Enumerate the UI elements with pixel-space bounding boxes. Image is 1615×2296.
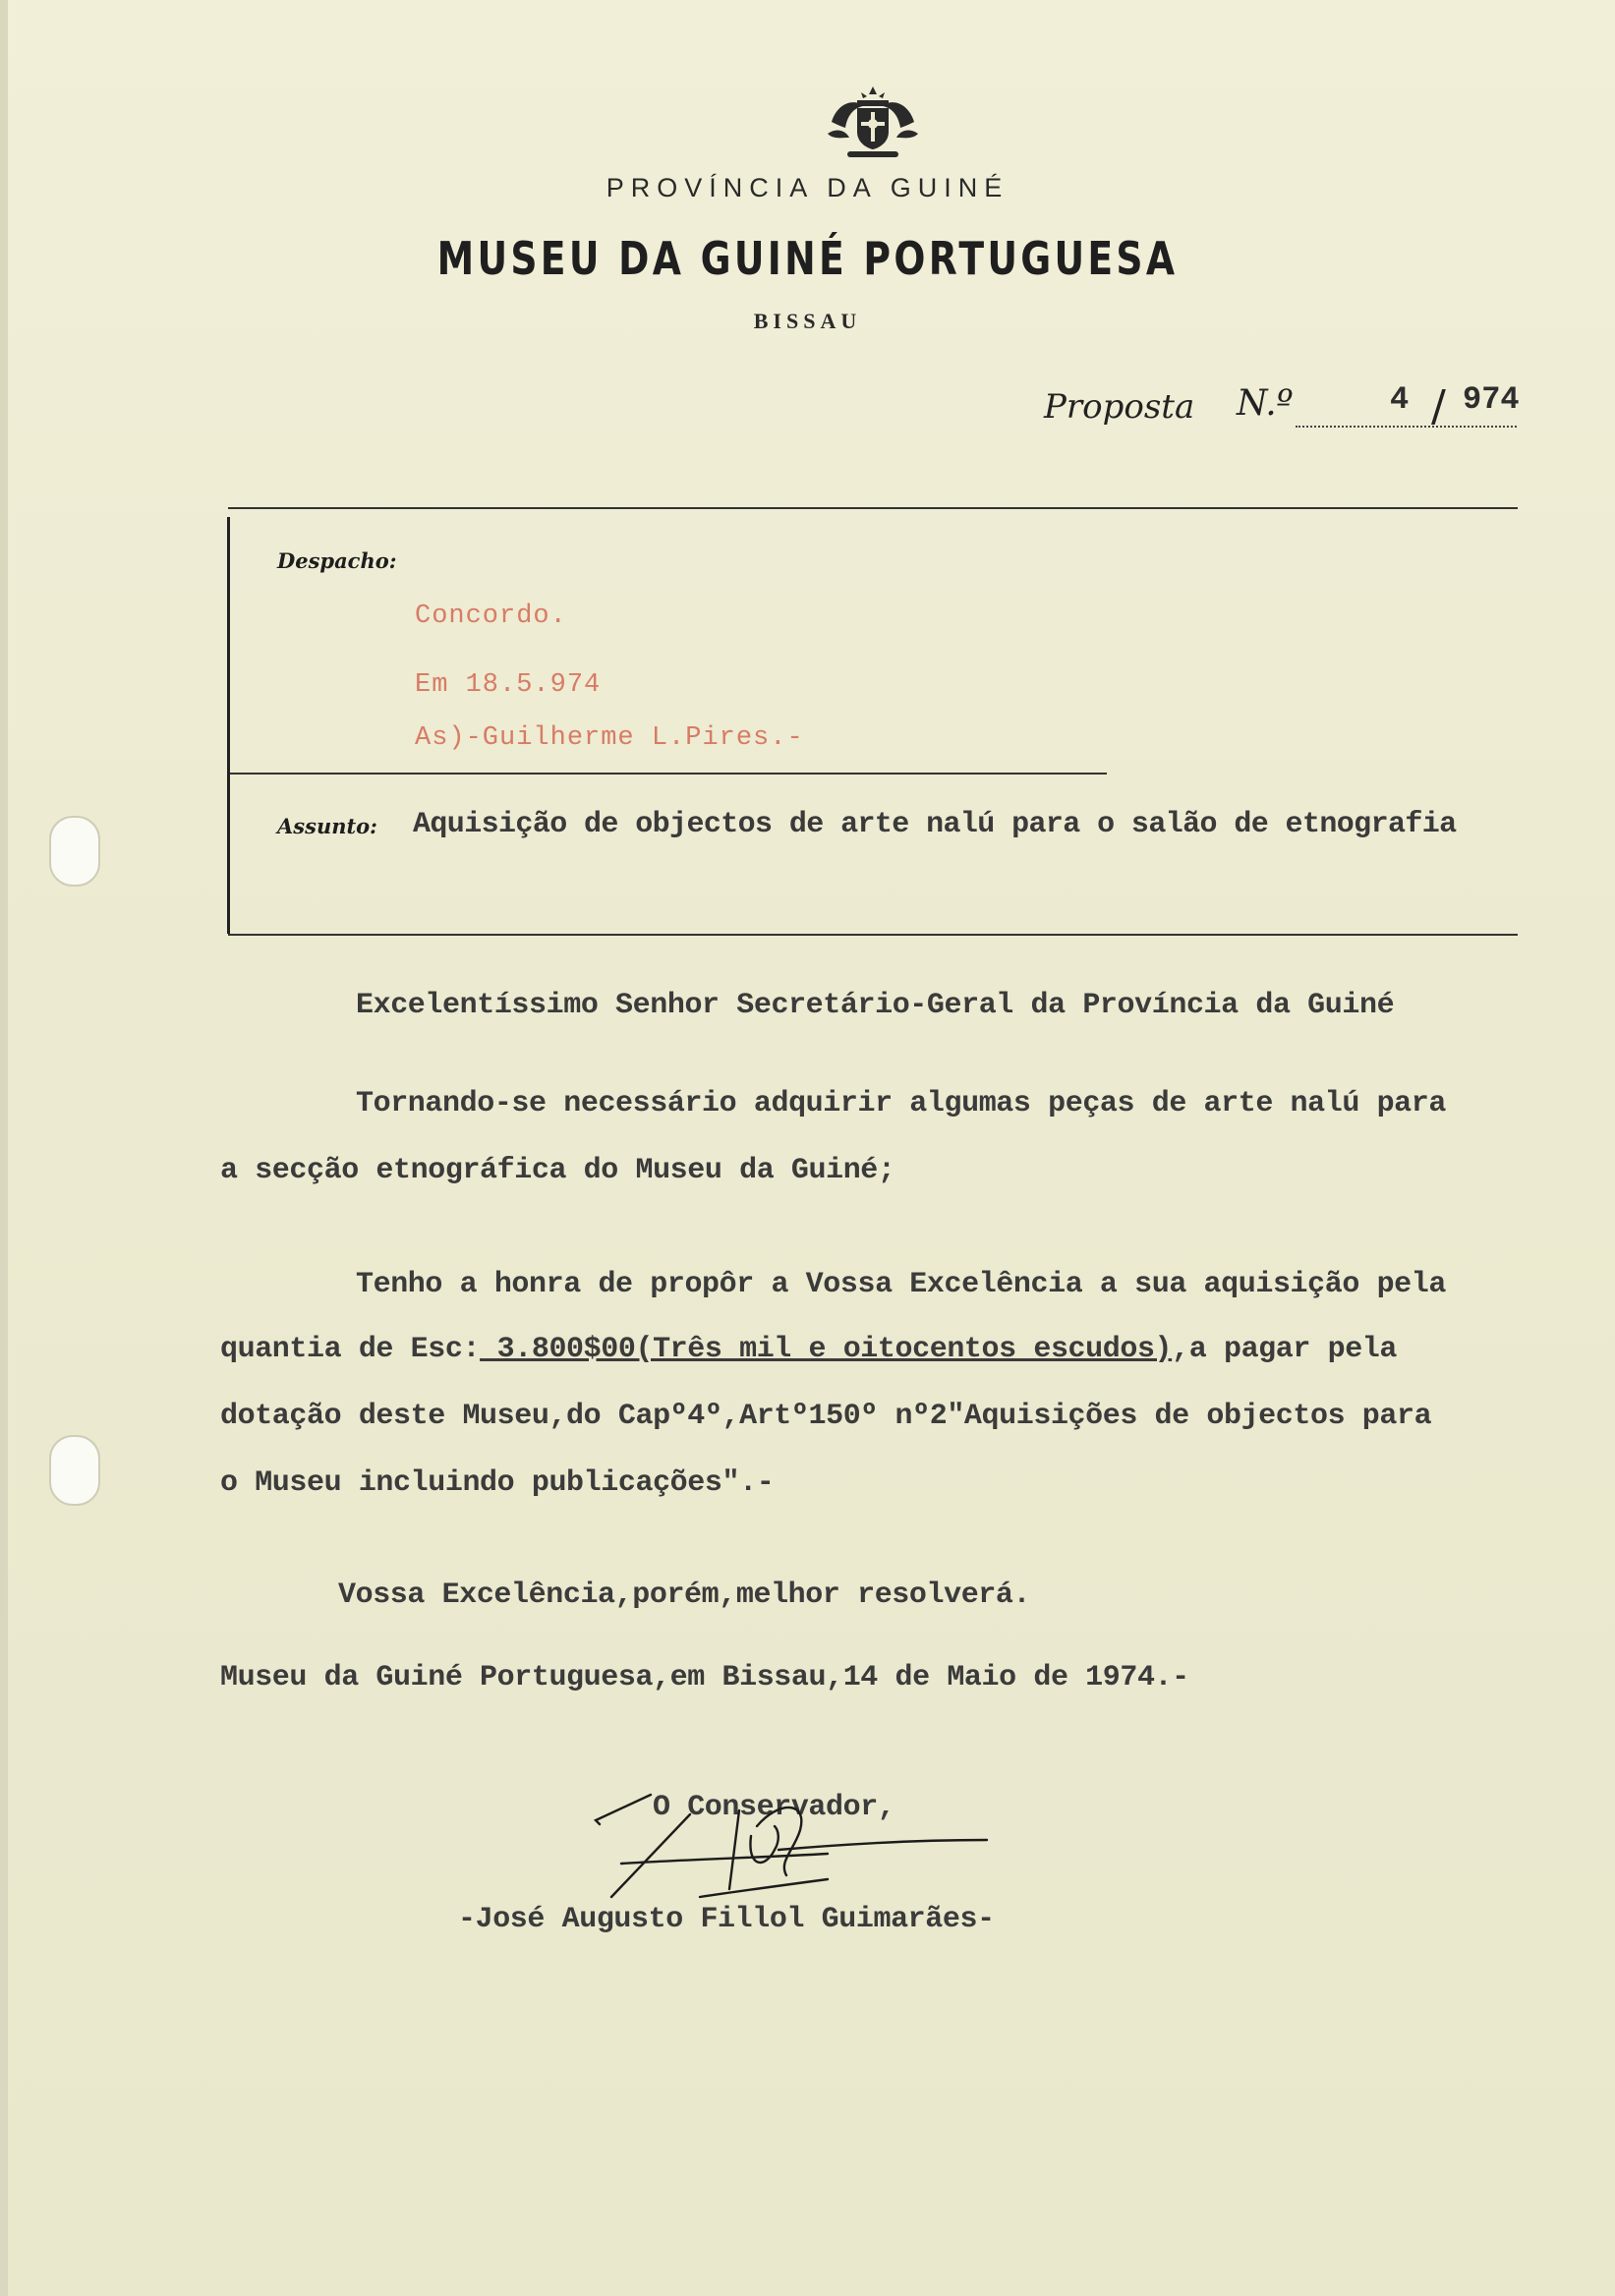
- paragraph-1-line-2: a secção etnográfica do Museu da Guiné;: [220, 1154, 895, 1187]
- box-top-rule: [228, 507, 1518, 509]
- box-left-rule: [227, 517, 230, 934]
- proposta-year: 974: [1463, 381, 1520, 418]
- amount-value: 3.800$00(Três mil e oitocentos escudos): [480, 1333, 1173, 1366]
- paragraph-2-line-4: o Museu incluindo publicações".-: [220, 1466, 775, 1500]
- despacho-line-approval: Concordo.: [415, 602, 567, 631]
- despacho-line-signed: As)-Guilherme L.Pires.-: [415, 723, 804, 753]
- closing-line: Vossa Excelência,porém,melhor resolverá.: [338, 1578, 1031, 1612]
- proposta-separator: /: [1431, 381, 1446, 431]
- proposta-number-label: N.º: [1237, 383, 1294, 424]
- handwritten-signature-icon: [582, 1781, 995, 1919]
- signatory-name: -José Augusto Fillol Guimarães-: [458, 1903, 995, 1936]
- amount-prefix: quantia de Esc:: [220, 1333, 481, 1366]
- place-and-date: Museu da Guiné Portuguesa,em Bissau,14 de Maio de 1974.-: [220, 1661, 1189, 1694]
- box-bottom-rule: [228, 934, 1518, 936]
- coat-of-arms-icon: [824, 83, 922, 159]
- box-middle-rule: [230, 773, 1107, 775]
- despacho-label: Despacho:: [277, 548, 397, 573]
- province-name: PROVÍNCIA DA GUINÉ: [606, 173, 1009, 202]
- paragraph-2-line-3: dotação deste Museu,do Capº4º,Artº150º nº2"Aquisições de objectos para: [220, 1400, 1432, 1433]
- proposta-number: 4: [1390, 381, 1410, 418]
- proposta-label: Proposta: [1044, 387, 1195, 427]
- amount-suffix: ,a pagar pela: [1172, 1333, 1398, 1366]
- paragraph-2-line-1: Tenho a honra de propôr a Vossa Excelência a sua aquisição pela: [356, 1268, 1446, 1301]
- paper-edge: [0, 0, 8, 2296]
- assunto-text: Aquisição de objectos de arte nalú para o salão de etnografia: [413, 808, 1457, 841]
- city-name: BISSAU: [753, 309, 862, 333]
- paragraph-1-line-1: Tornando-se necessário adquirir algumas peças de arte nalú para: [356, 1087, 1446, 1120]
- museum-name: MUSEU DA GUINÉ PORTUGUESA: [436, 232, 1179, 285]
- signatory-title: O Conservador,: [653, 1791, 895, 1824]
- punch-hole-bottom: [49, 1435, 100, 1506]
- paragraph-2-line-2: [220, 1333, 1397, 1366]
- proposta-dotted-line: [1296, 426, 1517, 428]
- salutation: Excelentíssimo Senhor Secretário-Geral da Província da Guiné: [356, 989, 1395, 1022]
- despacho-line-date: Em 18.5.974: [415, 670, 602, 700]
- punch-hole-top: [49, 816, 100, 887]
- assunto-label: Assunto:: [277, 814, 377, 838]
